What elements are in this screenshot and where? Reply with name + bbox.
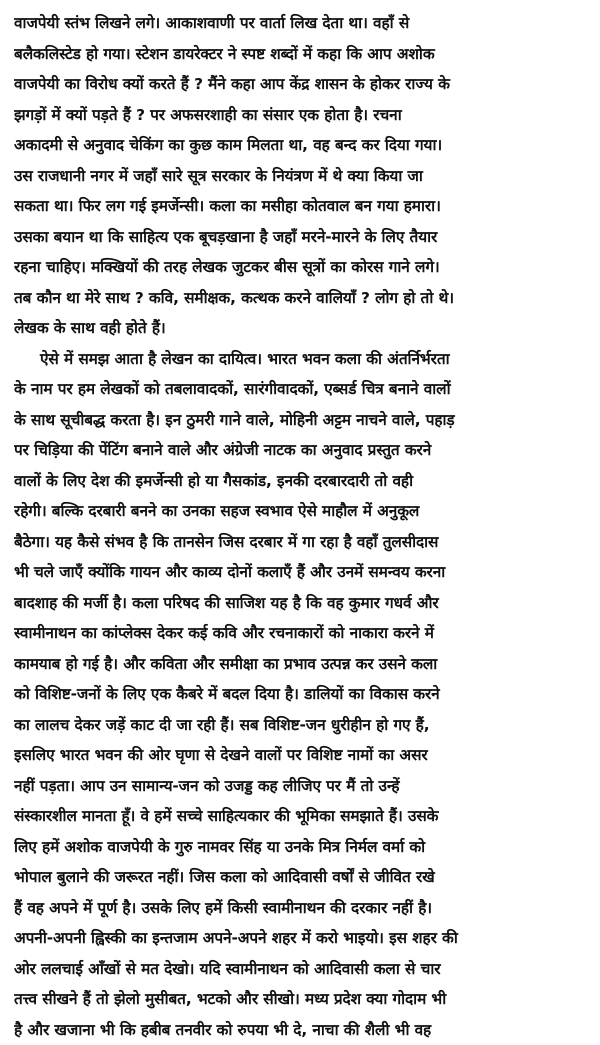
text-line: का लालच देकर जड़ें काट दी जा रही हैं। सब विशिष्ट-जन धुरीहीन हो गए हैं,: [14, 710, 588, 741]
text-line: तब कौन था मेरे साथ ? कवि, समीक्षक, कत्थक करने वालियाँ ? लोग हो तो थे।: [14, 283, 588, 314]
text-line: रहना चाहिए। मक्खियों की तरह लेखक जुटकर बीस सूत्रों का कोरस गाने लगे।: [14, 252, 588, 283]
text-line: है और खजाना भी कि हबीब तनवीर को रुपया भी दे, नाचा की शैली भी वह: [14, 1015, 588, 1045]
text-line: के नाम पर हम लेखकों को तबलावादकों, सारंगीवादकों, एब्सर्ड चित्र बनाने वालों: [14, 374, 588, 405]
paragraph-start-line: ऐसे में समझ आता है लेखन का दायित्व। भारत भवन कला की अंतर्निर्भरता: [14, 344, 588, 375]
paragraph-end-line: लेखक के साथ वही होते हैं।: [14, 313, 588, 344]
text-line: अपनी-अपनी ह्विस्की का इन्तजाम अपने-अपने शहर में करो भाइयो। इस शहर की: [14, 923, 588, 954]
text-line: को विशिष्ट-जनों के लिए एक कैबरे में बदल दिया है। डालियों का विकास करने: [14, 679, 588, 710]
text-line: के साथ सूचीबद्ध करता है। इन ठुमरी गाने वाले, मोहिनी अट्टम नाचने वाले, पहाड़: [14, 405, 588, 436]
text-line: बादशाह की मर्जी है। कला परिषद की साजिश यह है कि वह कुमार गधर्व और: [14, 588, 588, 619]
text-line: वाजपेयी स्तंभ लिखने लगे। आकाशवाणी पर वार्ता लिख देता था। वहाँ से: [14, 8, 588, 39]
text-line: पर चिड़िया की पेंटिंग बनाने वाले और अंग्रेजी नाटक का अनुवाद प्रस्तुत करने: [14, 435, 588, 466]
text-line: नहीं पड़ता। आप उन सामान्य-जन को उजड्ड कह लीजिए पर मैं तो उन्हें: [14, 771, 588, 802]
text-line: इसलिए भारत भवन की ओर घृणा से देखने वालों पर विशिष्ट नामों का असर: [14, 740, 588, 771]
text-line: हैं वह अपने में पूर्ण है। उसके लिए हमें किसी स्वामीनाथन की दरकार नहीं है।: [14, 893, 588, 924]
body-text: [14, 8, 588, 1045]
text-line: कामयाब हो गई है। और कविता और समीक्षा का प्रभाव उत्पन्न कर उसने कला: [14, 649, 588, 680]
text-line: उस राजधानी नगर में जहाँ सारे सूत्र सरकार के नियंत्रण में थे क्या किया जा: [14, 161, 588, 192]
text-line: बैठेगा। यह कैसे संभव है कि तानसेन जिस दरबार में गा रहा है वहाँ तुलसीदास: [14, 527, 588, 558]
text-line: वाजपेयी का विरोध क्यों करते हैं ? मैंने कहा आप केंद्र शासन के होकर राज्य के: [14, 69, 588, 100]
text-line: ओर ललचाई आँखों से मत देखो। यदि स्वामीनाथन को आदिवासी कला से चार: [14, 954, 588, 985]
text-line: स्वामीनाथन का कांप्लेक्स देकर कई कवि और रचनाकारों को नाकारा करने में: [14, 618, 588, 649]
text-line: संस्कारशील मानता हूँ। वे हमें सच्चे साहित्यकार की भूमिका समझाते हैं। उसके: [14, 801, 588, 832]
text-line: तत्त्व सीखने हैं तो झेलो मुसीबत, भटको और सीखो। मध्य प्रदेश क्या गोदाम भी: [14, 984, 588, 1015]
text-line: लिए हमें अशोक वाजपेयी के गुरु नामवर सिंह या उनके मित्र निर्मल वर्मा को: [14, 832, 588, 863]
text-line: भोपाल बुलाने की जरूरत नहीं। जिस कला को आदिवासी वर्षों से जीवित रखे: [14, 862, 588, 893]
text-line: बलैकलिस्टेड हो गया। स्टेशन डायरेक्टर ने स्पष्ट शब्दों में कहा कि आप अशोक: [14, 39, 588, 70]
text-line: वालों के लिए देश की इमर्जेन्सी हो या गैसकांड, इनकी दरबारदारी तो वही: [14, 466, 588, 497]
text-line: अकादमी से अनुवाद चेकिंग का कुछ काम मिलता था, वह बन्द कर दिया गया।: [14, 130, 588, 161]
text-line: रहेगी। बल्कि दरबारी बनने का उनका सहज स्वभाव ऐसे माहौल में अनुकूल: [14, 496, 588, 527]
text-line: सकता था। फिर लग गई इमर्जेन्सी। कला का मसीहा कोतवाल बन गया हमारा।: [14, 191, 588, 222]
text-line: भी चले जाएँ क्योंकि गायन और काव्य दोनों कलाएँ हैं और उनमें समन्वय करना: [14, 557, 588, 588]
text-line: झगड़ों में क्यों पड़ते हैं ? पर अफसरशाही का संसार एक होता है। रचना: [14, 100, 588, 131]
text-line: उसका बयान था कि साहित्य एक बूचड़खाना है जहाँ मरने-मारने के लिए तैयार: [14, 222, 588, 253]
